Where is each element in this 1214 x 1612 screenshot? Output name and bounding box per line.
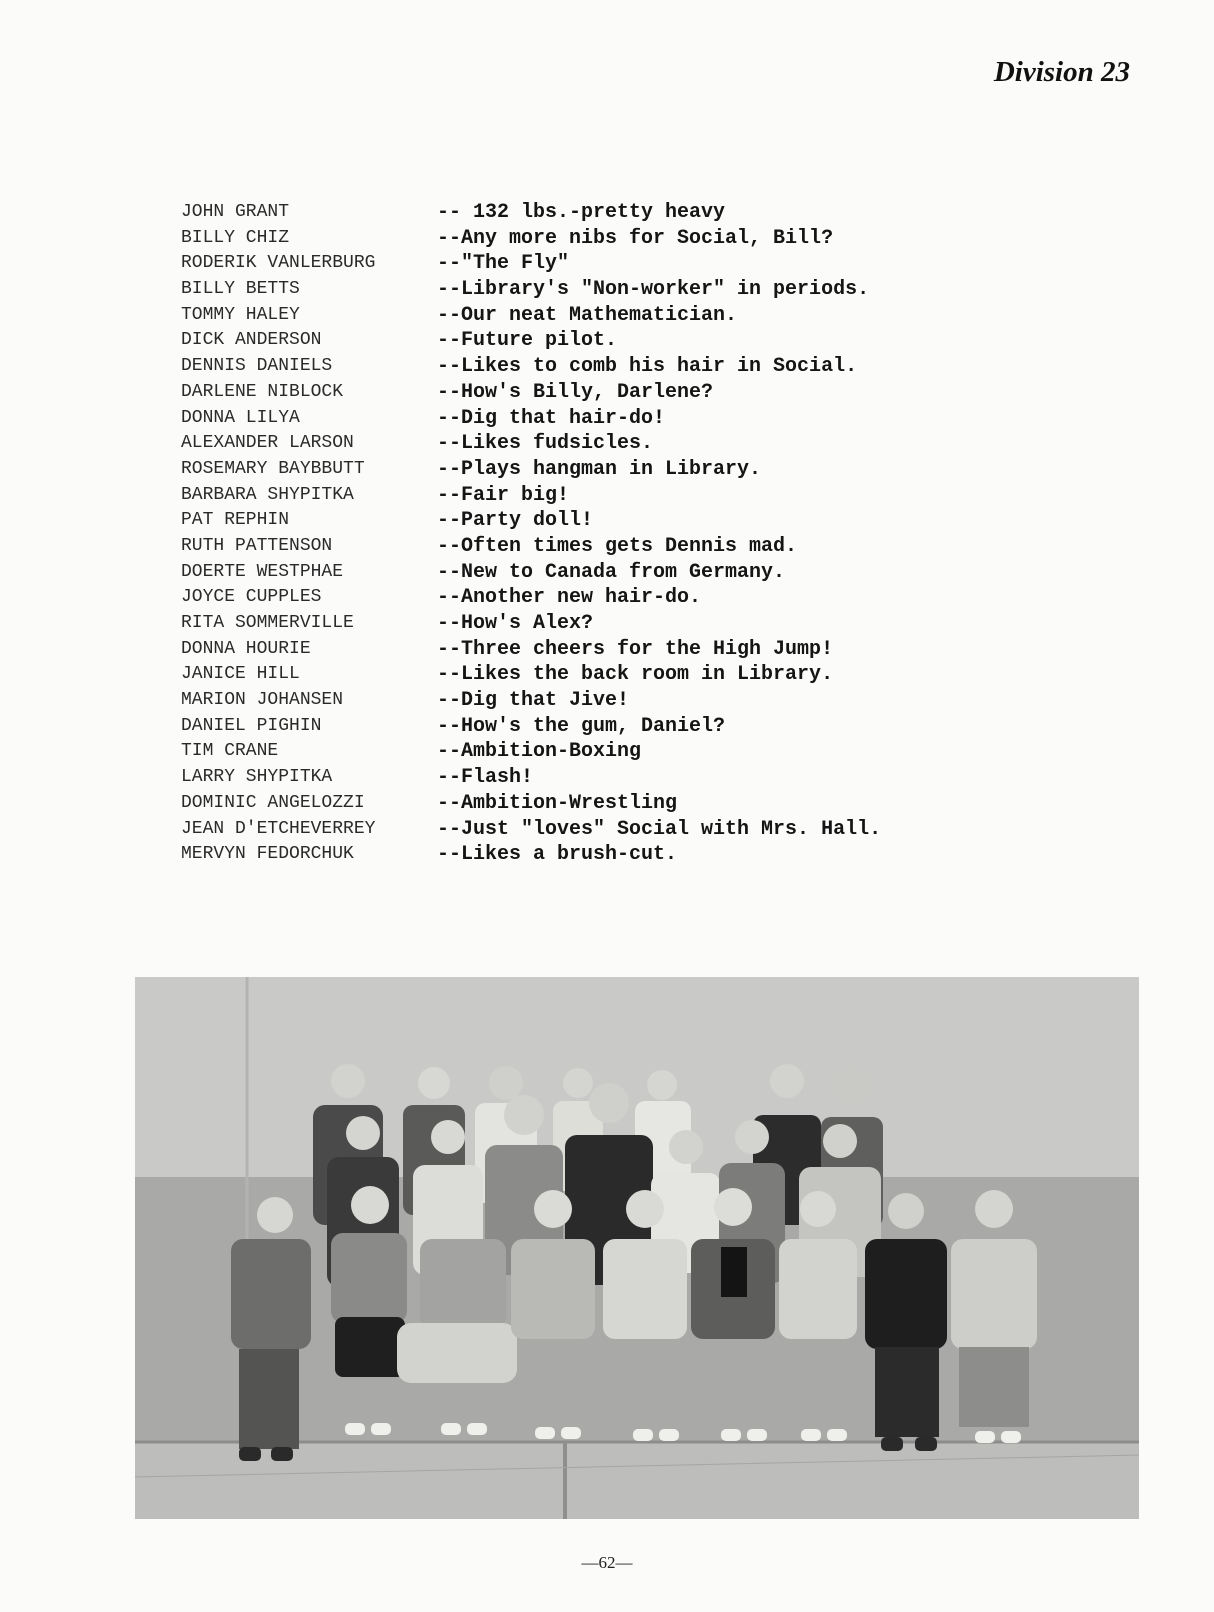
roster-row [181,534,941,560]
roster-row [181,817,941,843]
student-comment: --Flash! [437,766,534,790]
student-comment: --Another new hair-do. [437,586,702,610]
student-comment: --How's the gum, Daniel? [437,714,726,738]
student-comment: --Likes to comb his hair in Social. [437,355,858,379]
student-comment: -- 132 lbs.-pretty heavy [437,201,726,224]
student-name: RODERIK VANLERBURG [181,253,376,274]
roster-row [181,328,941,354]
student-name: MERVYN FEDORCHUK [181,844,354,865]
page-number: —62— [581,1553,633,1572]
student-name: DONNA LILYA [181,407,300,428]
roster-row [181,251,941,277]
student-comment: --"The Fly" [437,252,570,276]
roster-row [181,560,941,586]
roster-row [181,200,941,226]
student-comment: --Fair big! [437,483,570,507]
student-comment: --Often times gets Dennis mad. [437,534,798,558]
roster-row [181,637,941,663]
roster-row [181,431,941,457]
roster-row [181,662,941,688]
class-photo-illustration [135,977,1139,1519]
student-name: TIM CRANE [181,741,279,762]
student-comment: --Plays hangman in Library. [437,457,762,481]
student-name: JANICE HILL [181,664,300,685]
student-comment: --Ambition-Boxing [437,740,642,764]
student-name: LARRY SHYPITKA [181,767,333,788]
student-name: RUTH PATTENSON [181,535,333,556]
roster-row [181,406,941,432]
student-name: DOERTE WESTPHAE [181,561,344,582]
roster-row [181,688,941,714]
student-comment: --Library's "Non-worker" in periods. [437,278,870,302]
student-name: PAT REPHIN [181,510,290,531]
roster-row [181,585,941,611]
roster-row [181,483,941,509]
student-name: BARBARA SHYPITKA [181,484,354,505]
roster-row [181,303,941,329]
student-name: DARLENE NIBLOCK [181,381,344,402]
student-comment: --Ambition-Wrestling [437,791,678,815]
roster-row [181,508,941,534]
student-comment: --Just "loves" Social with Mrs. Hall. [437,817,882,841]
student-name: JOHN GRANT [181,202,290,222]
roster-row [181,611,941,637]
student-roster [181,200,941,868]
student-name: JOYCE CUPPLES [181,587,322,608]
student-name: DENNIS DANIELS [181,356,333,377]
roster-row [181,277,941,303]
roster-row [181,739,941,765]
student-name: DONNA HOURIE [181,638,311,659]
student-name: JEAN D'ETCHEVERREY [181,818,376,839]
student-comment: --Likes a brush-cut. [437,843,678,867]
student-comment: --Any more nibs for Social, Bill? [437,226,834,250]
student-comment: --New to Canada from Germany. [437,560,786,584]
student-name: BILLY BETTS [181,279,300,300]
roster-row [181,842,941,868]
student-name: TOMMY HALEY [181,304,300,325]
student-name: RITA SOMMERVILLE [181,613,354,633]
student-comment: --How's Alex? [437,612,594,635]
student-comment: --Likes the back room in Library. [437,663,834,687]
roster-row [181,714,941,740]
student-comment: --How's Billy, Darlene? [437,380,714,404]
student-comment: --Dig that Jive! [437,689,630,713]
student-name: DICK ANDERSON [181,330,322,351]
student-comment: --Future pilot. [437,329,618,353]
student-name: DANIEL PIGHIN [181,715,322,736]
roster-row [181,226,941,252]
roster-row [181,457,941,483]
roster-row [181,791,941,817]
student-name: MARION JOHANSEN [181,690,344,711]
student-name: ROSEMARY BAYBBUTT [181,458,365,479]
division-heading: Division 23 [993,56,1130,88]
student-comment: --Three cheers for the High Jump! [437,637,834,661]
roster-row [181,765,941,791]
roster-row [181,354,941,380]
student-name: BILLY CHIZ [181,227,290,248]
student-comment: --Party doll! [437,509,594,533]
student-name: ALEXANDER LARSON [181,433,354,454]
roster-row [181,380,941,406]
student-name: DOMINIC ANGELOZZI [181,792,365,813]
class-photo [135,977,1139,1519]
student-comment: --Likes fudsicles. [437,432,654,456]
student-comment: --Our neat Mathematician. [437,303,738,327]
student-comment: --Dig that hair-do! [437,406,666,430]
